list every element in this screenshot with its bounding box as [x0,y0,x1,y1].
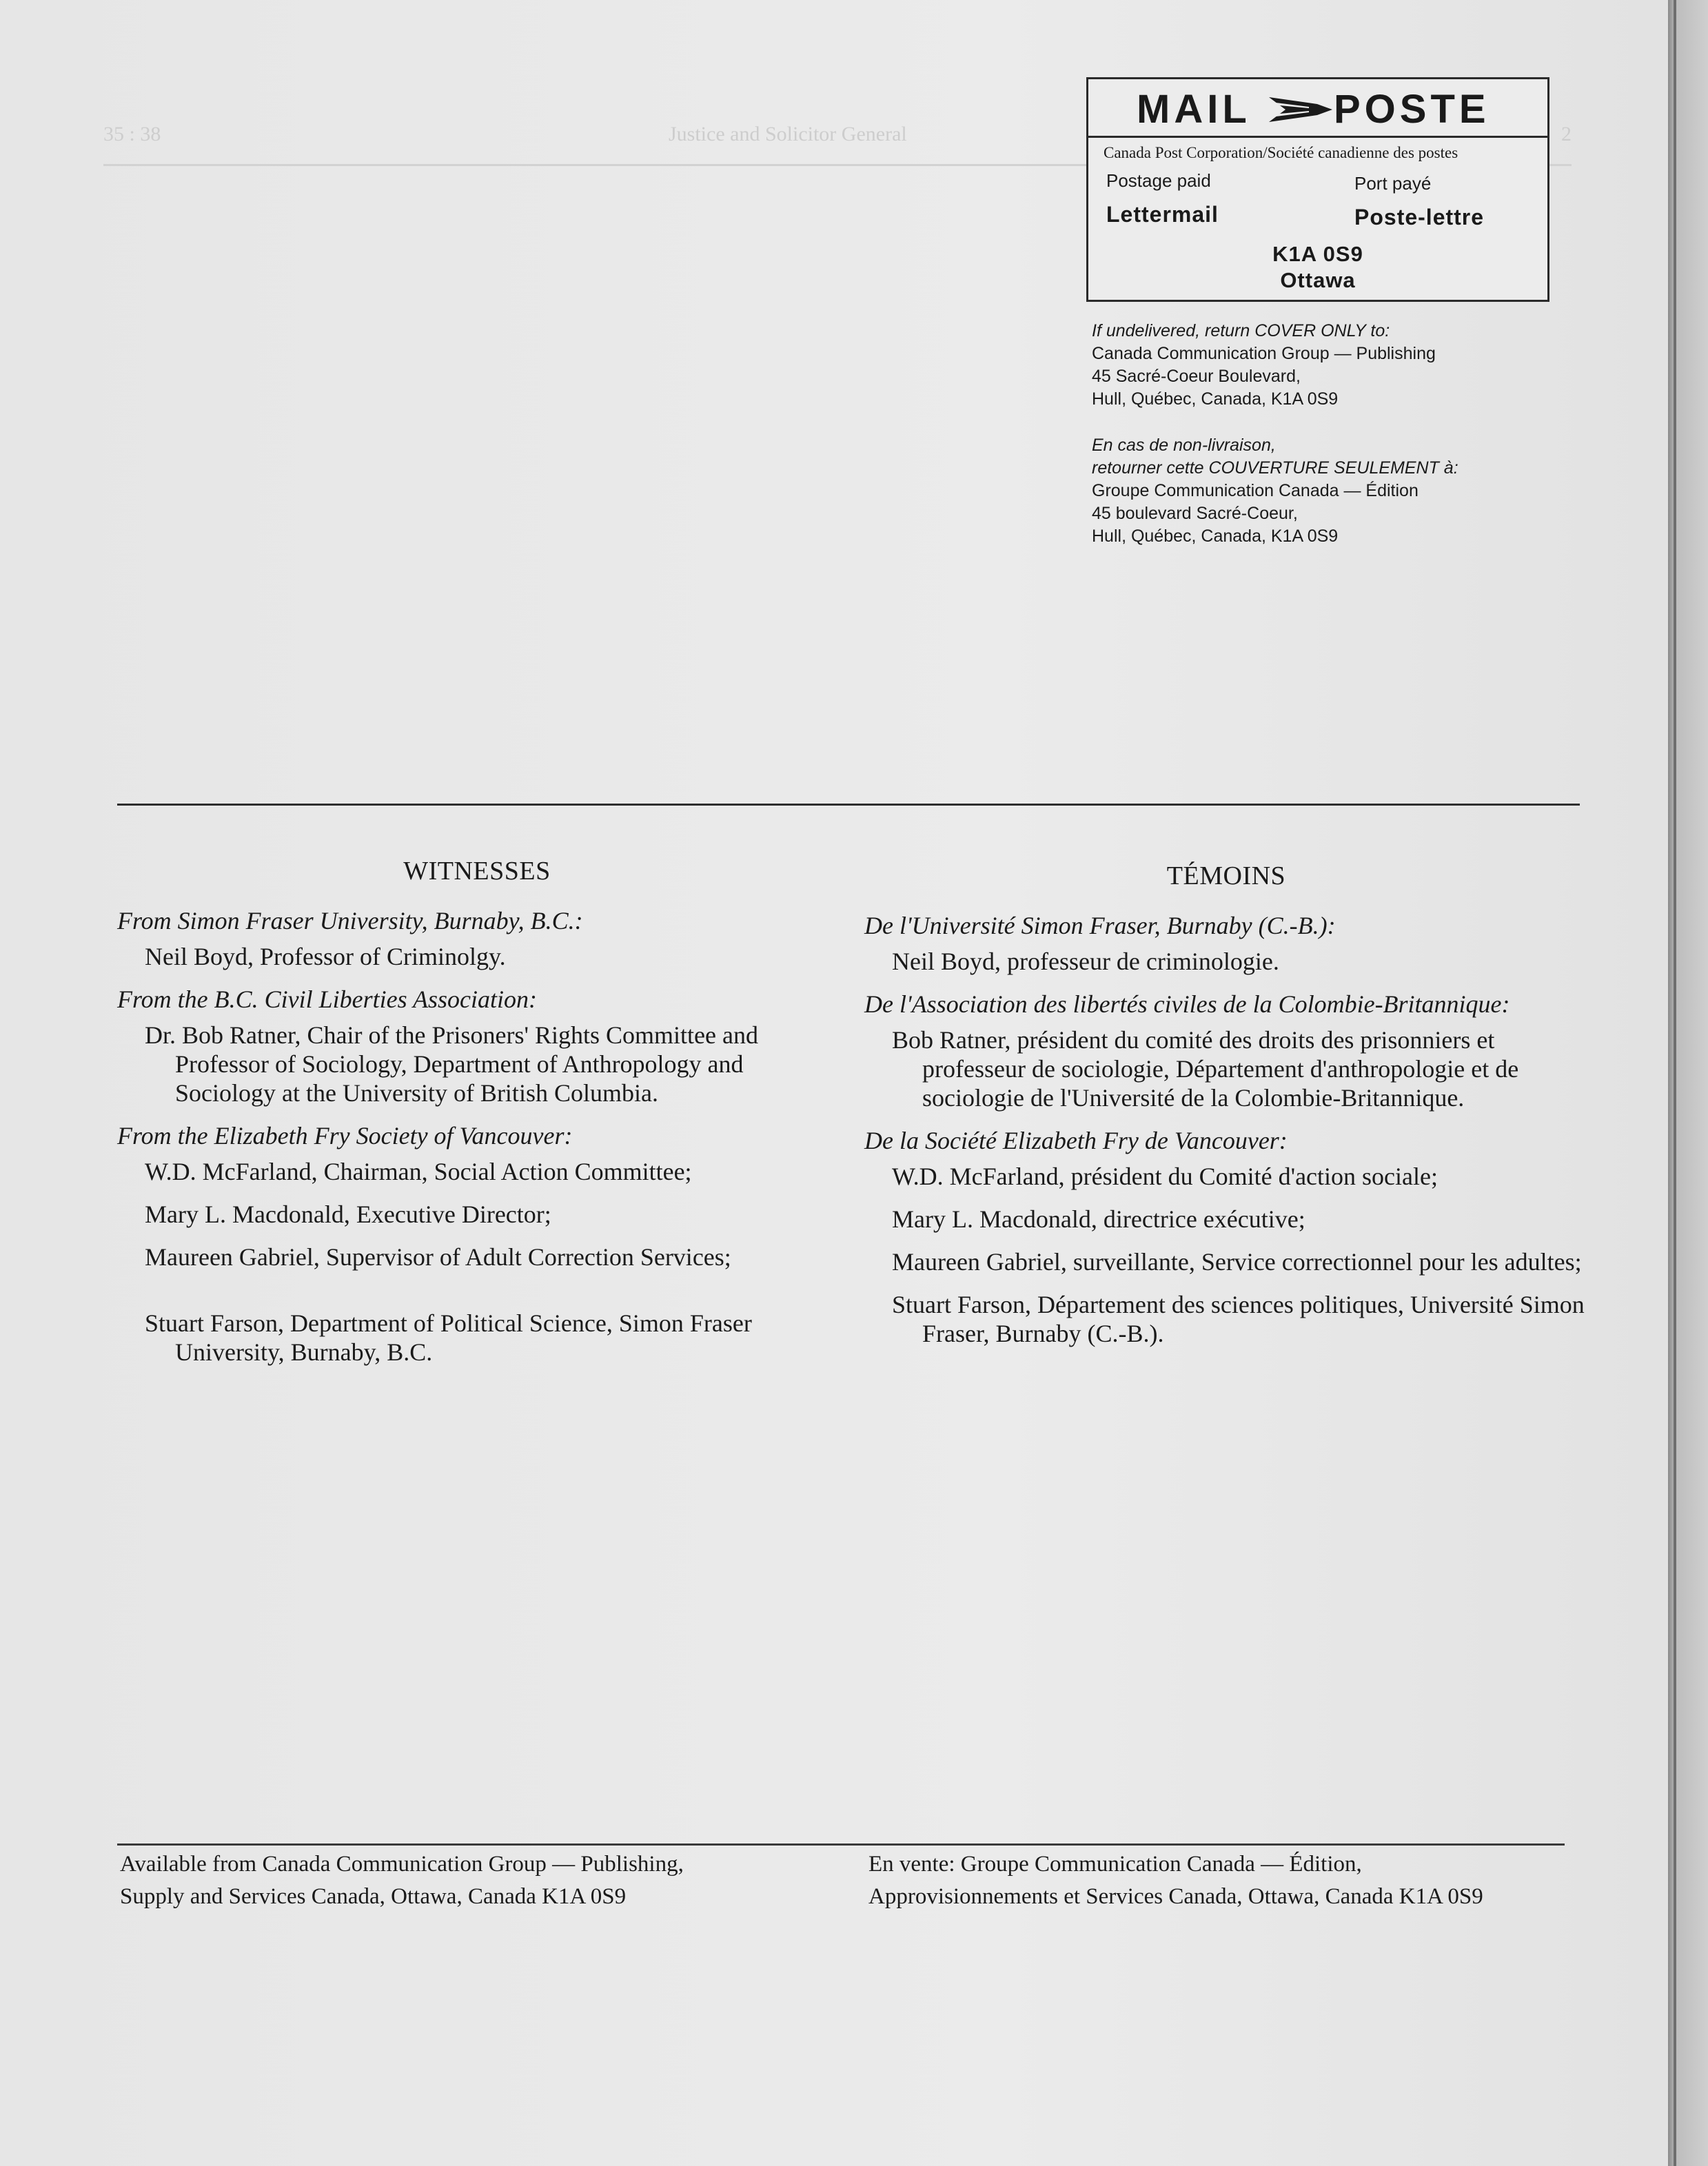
witnesses-column-fr [864,861,1588,1362]
lettermail: Lettermail [1106,202,1219,227]
return-line: Hull, Québec, Canada, K1A 0S9 [1092,389,1339,409]
footer-availability-fr [868,1848,1483,1913]
footer-availability-en [120,1848,684,1913]
postal-code: K1A 0S9 [1272,242,1363,266]
witness-entry: W.D. McFarland, Chairman, Social Action Committee; [145,1158,692,1185]
poste-lettre: Poste-lettre [1354,205,1485,229]
mail-poste-header [1088,79,1547,138]
witness-entry: Stuart Farson, Department of Political Science, Simon Fraser University, Burnaby, B.C. [145,1309,752,1366]
organization: De l'Association des libertés civiles de la Colombie-Britannique: [864,990,1510,1018]
postage-paid: Postage paid [1106,170,1211,191]
ghost-committee-name: Justice and Solicitor General [669,123,907,145]
footer-line: Supply and Services Canada, Ottawa, Canada K1A 0S9 [120,1884,627,1909]
ghost-date: 2 [1561,123,1572,145]
return-heading-fr: retourner cette COUVERTURE SEULEMENT à: [1092,458,1458,478]
return-line: Hull, Québec, Canada, K1A 0S9 [1092,527,1339,546]
footer-divider [117,1843,1565,1846]
organization: From the Elizabeth Fry Society of Vancouver: [117,1122,573,1150]
corporation-name: Canada Post Corporation/Société canadienne des postes [1104,144,1458,161]
footer-line: En vente: Groupe Communication Canada — Édition, [868,1852,1362,1877]
return-address-fr [1092,434,1458,548]
mail-label: MAIL [1137,87,1251,132]
footer-line: Approvisionnements et Services Canada, Ottawa, Canada K1A 0S9 [868,1884,1483,1909]
return-address-en [1092,320,1436,411]
ghost-page-number: 35 : 38 [103,123,161,145]
organization: De la Société Elizabeth Fry de Vancouver: [864,1127,1288,1154]
witness-entry: Stuart Farson, Département des sciences politiques, Université Simon Fraser, Burnaby (C.-B.). [892,1291,1585,1347]
witness-entry: Neil Boyd, professeur de criminologie. [892,948,1279,975]
poste-label: POSTE [1334,87,1490,132]
return-line: 45 Sacré-Coeur Boulevard, [1092,367,1301,386]
return-line: 45 boulevard Sacré-Coeur, [1092,504,1298,523]
return-line: Canada Communication Group — Publishing [1092,344,1436,363]
organization: De l'Université Simon Fraser, Burnaby (C.-B.): [864,912,1336,939]
witnesses-title: WITNESSES [403,857,551,886]
witness-entry: Mary L. Macdonald, directrice exécutive; [892,1205,1305,1233]
temoins-title: TÉMOINS [1166,861,1286,890]
witness-entry: Neil Boyd, Professor of Criminolgy. [145,943,506,970]
witnesses-column-en [117,857,837,1380]
witness-entry: Mary L. Macdonald, Executive Director; [145,1201,551,1228]
witness-entry: Maureen Gabriel, surveillante, Service correctionnel pour les adultes; [892,1248,1582,1276]
city: Ottawa [1280,268,1356,292]
return-heading-en: If undelivered, return COVER ONLY to: [1092,321,1390,340]
witness-entry: W.D. McFarland, président du Comité d'action sociale; [892,1163,1438,1190]
return-heading-fr: En cas de non-livraison, [1092,436,1276,455]
witness-entry: Dr. Bob Ratner, Chair of the Prisoners' Rights Committee and Professor of Sociology, Department of Anthropology and Sociology at the University of British Columbia. [145,1021,758,1107]
section-divider [117,804,1580,806]
page-edge-line [1674,0,1676,2166]
witness-entry: Maureen Gabriel, Supervisor of Adult Correction Services; [145,1243,731,1271]
mail-poste-box [1086,77,1549,302]
port-paye: Port payé [1354,173,1432,194]
witness-entry: Bob Ratner, président du comité des droits des prisonniers et professeur de sociologie, Département d'anthropologie et de sociologie de l'Université de la Colombie-Britannique. [892,1026,1519,1112]
canada-post-arrow-icon [1269,94,1332,125]
return-line: Groupe Communication Canada — Édition [1092,481,1419,500]
organization: From Simon Fraser University, Burnaby, B.C.: [117,907,583,934]
footer-line: Available from Canada Communication Group — Publishing, [120,1852,684,1877]
organization: From the B.C. Civil Liberties Association: [117,985,537,1013]
